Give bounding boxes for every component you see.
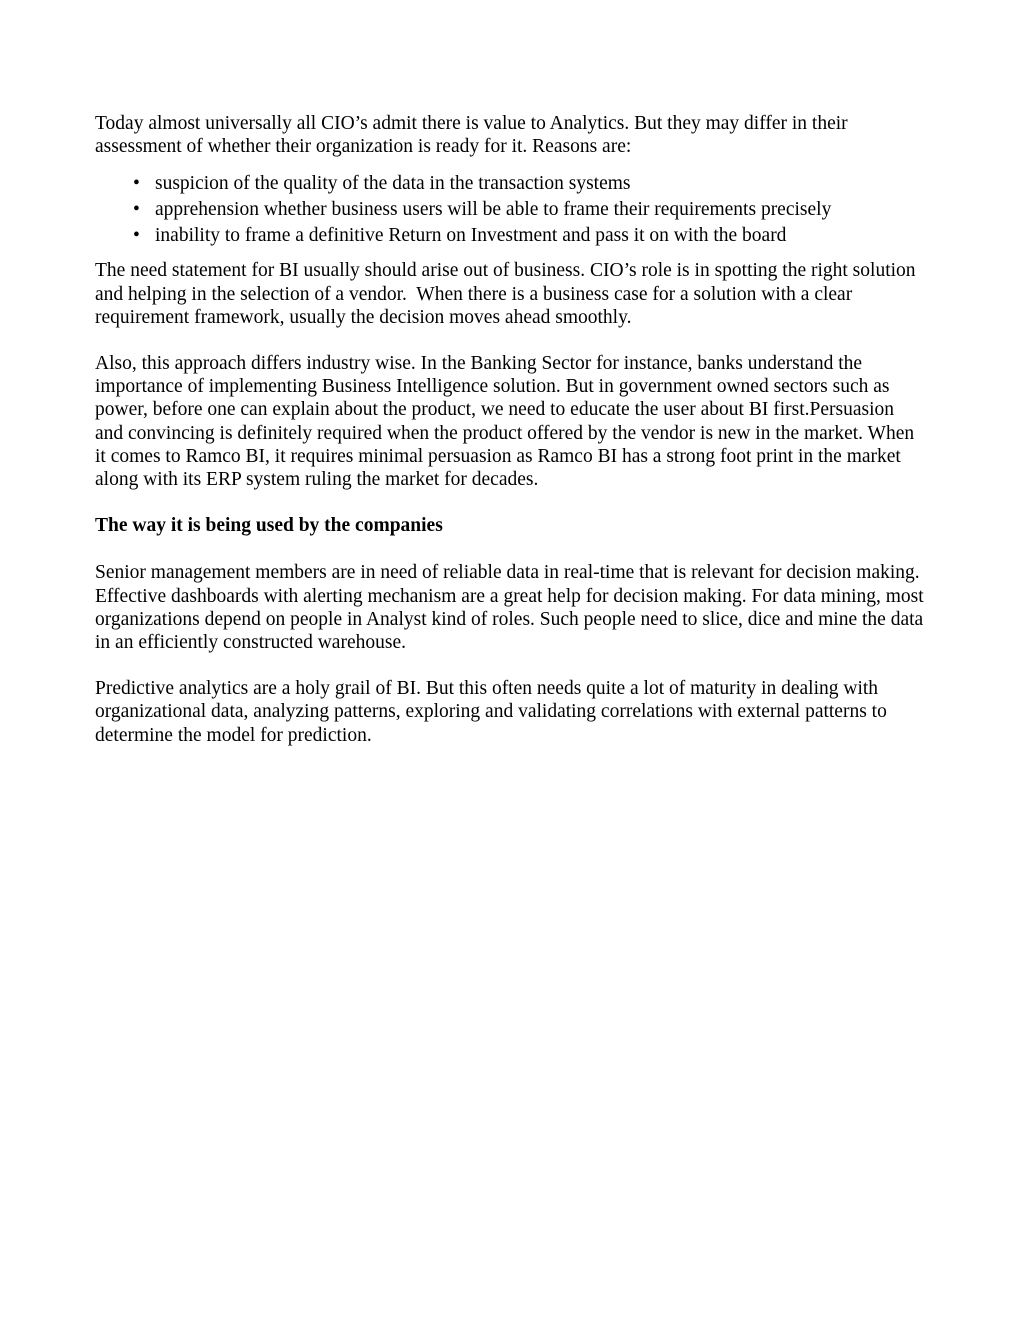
bullet-icon: •: [133, 173, 140, 195]
paragraph-cio-analytics-intro: Today almost universally all CIO’s admit there is value to Analytics. But they may differ in their assessment of whether their organization is ready for it. Reasons are:: [95, 113, 853, 158]
bullet-icon: •: [133, 199, 140, 221]
bullet-item-text: apprehension whether business users will be able to frame their requirements precisely: [155, 199, 832, 221]
section-heading-usage: The way it is being used by the companies: [95, 515, 443, 537]
document-content: [95, 112, 930, 770]
paragraph-industry-differences: Also, this approach differs industry wise. In the Banking Sector for instance, banks understand the importance of implementing Business Intelligence solution. But in government owned sectors such as power, before one can explain about the product, we need to educate the user about BI first.Persuasion and convincing is definitely required when the product offered by the vendor is new in the market. When it comes to Ramco BI, it requires minimal persuasion as Ramco BI has a strong foot print in the market along with its ERP system ruling the market for decades.: [95, 353, 919, 491]
paragraph-need-statement: The need statement for BI usually should arise out of business. CIO’s role is in spotting the right solution and helping in the selection of a vendor. When there is a business case for a solution with a clear requirement framework, usually the decision moves ahead smoothly.: [95, 260, 921, 328]
reasons-bullet-list: [95, 171, 927, 249]
bullet-item-text: inability to frame a definitive Return on Investment and pass it on with the board: [155, 225, 787, 247]
bullet-item-data-quality: [95, 171, 927, 197]
bullet-item-requirements: [95, 197, 927, 223]
paragraph-usage-by-companies: Senior management members are in need of reliable data in real-time that is relevant for decision making. Effective dashboards with alerting mechanism are a great help for decision making. For data mining, most organizations depend on people in Analyst kind of roles. Such people need to slice, dice and mine the data in an efficiently constructed warehouse.: [95, 562, 930, 654]
bullet-item-roi: [95, 223, 927, 249]
bullet-icon: •: [133, 225, 140, 247]
paragraph-predictive-analytics: Predictive analytics are a holy grail of BI. But this often needs quite a lot of maturity in dealing with organizational data, analyzing patterns, exploring and validating correlations with external patterns to determine the model for prediction.: [95, 678, 892, 746]
bullet-item-text: suspicion of the quality of the data in the transaction systems: [155, 173, 631, 195]
